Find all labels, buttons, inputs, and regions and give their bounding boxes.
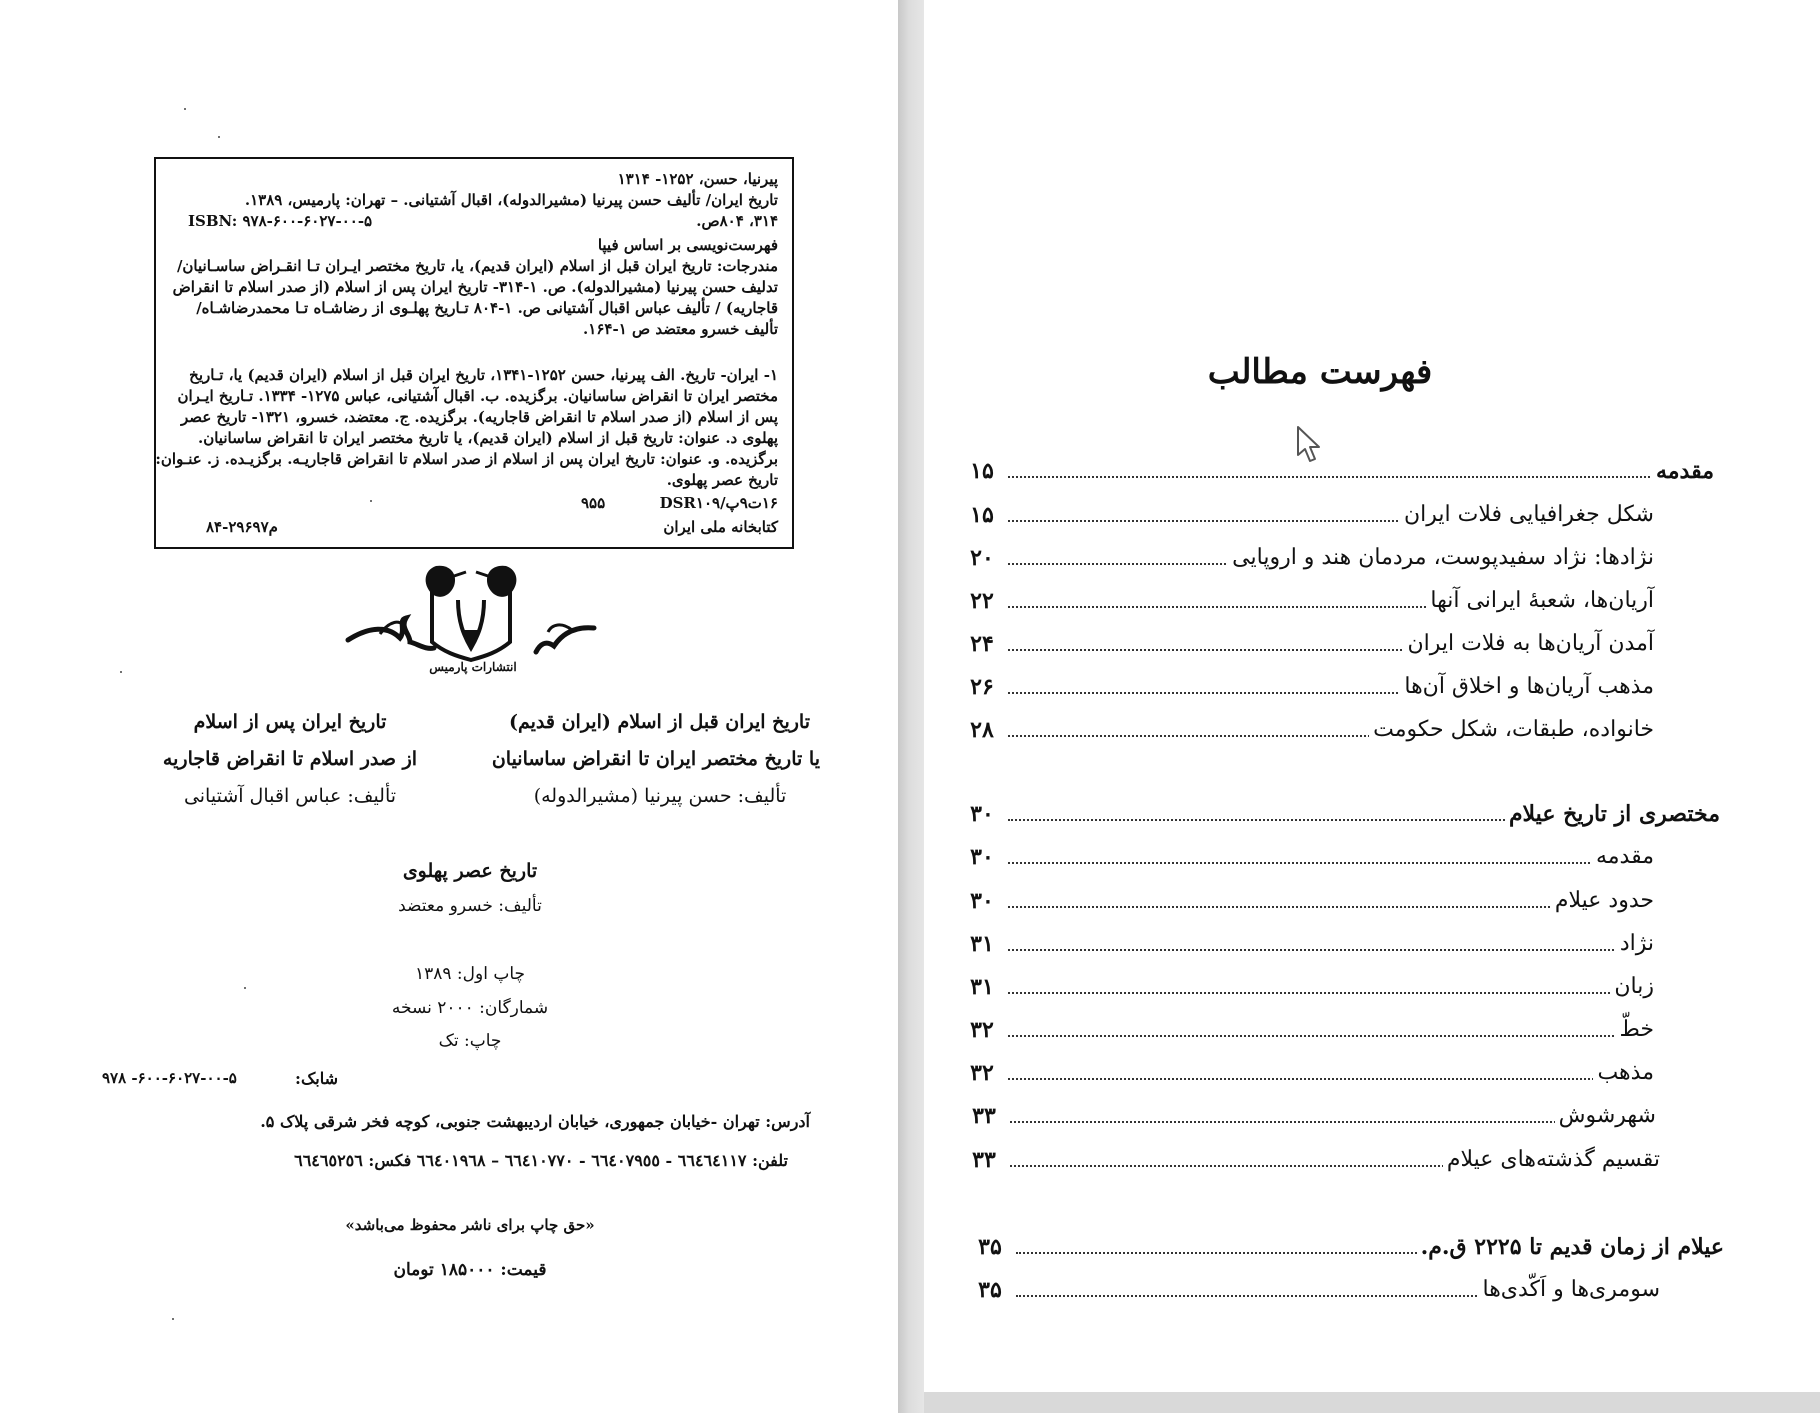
printer: چاپ: تک xyxy=(438,1031,502,1051)
cip-line: تألیف خسرو معتضد ص ۱-۱۶۴. xyxy=(583,320,778,338)
publisher-logo xyxy=(340,560,602,680)
toc-entry-page: ۲۶ xyxy=(970,674,994,700)
toc-entry xyxy=(962,929,1654,963)
book2-subtitle: از صدر اسلام تا انقراض قاجاریه xyxy=(162,748,418,770)
toc-entry-label: شکل جغرافیایی فلات ایران xyxy=(1400,500,1654,530)
book1-subtitle: یا تاریخ مختصر ایران تا انقراض ساسانیان xyxy=(491,748,820,770)
toc-entry-label: آمدن آریان‌ها به فلات ایران xyxy=(1403,629,1654,659)
address: آدرس: تهران -خیابان جمهوری، خیابان اردیبهشت جنوبی، کوچه فخر شرقی پلاک ۵. xyxy=(260,1112,810,1131)
scan-speck xyxy=(184,108,186,110)
toc-entry xyxy=(962,972,1654,1006)
cip-line: قاجاریه) / تألیف عباس اقبال آشتیانی ص. ۱-۸۰۴ تـاریخ پهلـوی از رضاشـاه تـا محمدرضاشـاه/ xyxy=(196,299,778,317)
toc-entry-page: ۳۵ xyxy=(978,1277,1002,1303)
shabak-value: ۹۷۸ -۶۰۰-۶۰۲۷-۰۰-۵ xyxy=(102,1069,237,1087)
toc-entry xyxy=(964,1101,1656,1135)
toc-entry-label: نژاد xyxy=(1616,929,1654,959)
copyright-notice: «حق چاپ برای ناشر محفوظ می‌باشد» xyxy=(345,1216,595,1234)
scan-speck xyxy=(120,671,122,673)
logo-caption: انتشارات پارمیس xyxy=(429,660,517,674)
toc-entry-label: خانواده، طبقات، شکل حکومت xyxy=(1369,715,1654,745)
toc-entry-label: مقدمه xyxy=(1652,456,1714,486)
book2-author: تألیف: عباس اقبال آشتیانی xyxy=(183,785,397,807)
toc-leader-dots xyxy=(1008,992,1654,994)
cip-line: تدلیف حسن پیرنیا (مشیرالدوله). ص. ۱-۳۱۴- تاریخ ایران پس از اسلام (از صدر اسلام تا انقراض xyxy=(172,278,778,296)
shabak-label: شابک: xyxy=(295,1069,338,1088)
toc-entry-page: ۲۴ xyxy=(970,631,994,657)
copies: شمارگان: ۲۰۰۰ نسخه xyxy=(391,998,549,1018)
toc-entry-page: ۳۳ xyxy=(972,1103,996,1129)
scan-speck xyxy=(244,987,246,989)
cip-line: پهلوی د. عنوان: تاریخ قبل از اسلام (ایران قدیم)، یا تاریخ مختصر ایران تا انقراض ساسانیان. xyxy=(197,429,778,447)
book1-author: تألیف: حسن پیرنیا (مشیرالدوله) xyxy=(533,785,787,807)
toc-entry-label: خطّ xyxy=(1616,1015,1654,1045)
toc-entry xyxy=(962,586,1654,620)
toc-leader-dots xyxy=(1008,476,1714,478)
toc-entry-label: شهرشوش xyxy=(1555,1101,1656,1131)
toc-entry-label: نژادها: نژاد سفیدپوست، مردمان هند و اروپایی xyxy=(1228,543,1654,573)
toc-entry xyxy=(962,886,1654,920)
cip-line: ۱- ایران- تاریخ. الف پیرنیا، حسن ۱۲۵۲-۱۳۴۱، تاریخ ایران قبل از اسلام (ایران قدیم) یا، تـاریخ xyxy=(189,366,778,384)
toc-entry-page: ۲۸ xyxy=(970,717,994,743)
cip-isbn: ISBN: ۹۷۸-۶۰۰-۶۰۲۷-۰۰-۵ xyxy=(188,212,373,230)
toc-entry-page: ۲۰ xyxy=(970,545,994,571)
toc-entry-page: ۱۵ xyxy=(970,502,994,528)
cip-line: فهرست‌نویسی بر اساس فیپا xyxy=(597,236,778,254)
toc-entry xyxy=(962,1015,1654,1049)
scan-speck xyxy=(218,136,220,138)
toc-entry xyxy=(962,799,1720,833)
toc-entry xyxy=(962,629,1654,663)
toc-entry xyxy=(962,456,1714,490)
toc-entry-page: ۲۲ xyxy=(970,588,994,614)
book3-title: تاریخ عصر پهلوی xyxy=(402,860,538,882)
toc-entry-page: ۳۳ xyxy=(972,1147,996,1173)
toc-entry-page: ۳۰ xyxy=(970,888,994,914)
cip-line: ۳۱۴، ۸۰۴ص. xyxy=(696,212,778,230)
toc-title: فهرست مطالب xyxy=(1207,352,1433,392)
toc-entry-label: تقسیم گذشته‌های عیلام xyxy=(1443,1145,1660,1175)
left-page xyxy=(0,0,898,1413)
toc-entry xyxy=(964,1145,1660,1179)
toc-leader-dots xyxy=(1008,862,1654,864)
toc-entry xyxy=(962,715,1654,749)
cip-line: تاریخ عصر پهلوی. xyxy=(666,471,778,489)
cip-line: تاریخ ایران/ تألیف حسن پیرنیا (مشیرالدوله)، اقبال آشتیانی. – تهران: پارمیس، ۱۳۸۹. xyxy=(244,191,778,209)
toc-leader-dots xyxy=(1008,1035,1654,1037)
toc-entry xyxy=(962,1058,1654,1092)
toc-entry-label: مذهب آریان‌ها و اخلاق آن‌ها xyxy=(1400,672,1654,702)
page-bottom-shadow xyxy=(924,1392,1820,1413)
toc-entry-label: مختصری از تاریخ عیلام xyxy=(1505,799,1720,829)
toc-entry-label: مذهب xyxy=(1593,1058,1654,1088)
toc-entry xyxy=(962,842,1654,876)
toc-entry-page: ۱۵ xyxy=(970,458,994,484)
cip-library: کتابخانه ملی ایران xyxy=(663,518,778,536)
toc-entry xyxy=(970,1232,1724,1266)
book3-author: تألیف: خسرو معتضد xyxy=(398,896,542,916)
edition: چاپ اول: ۱۳۸۹ xyxy=(414,964,526,984)
book2-title: تاریخ ایران پس از اسلام xyxy=(193,711,387,733)
toc-leader-dots xyxy=(1008,949,1654,951)
book1-title: تاریخ ایران قبل از اسلام (ایران قدیم) xyxy=(509,711,810,733)
cip-line: برگزیده. و. عنوان: تاریخ ایران پس از اسلام از صدر اسلام تا انقراض قاجاریـه. برگزیـده. ز. عنـوان: xyxy=(155,450,778,468)
toc-entry-label: آریان‌ها، شعبهٔ ایرانی آنها xyxy=(1426,586,1654,616)
scan-speck xyxy=(172,1318,174,1320)
toc-entry-page: ۳۲ xyxy=(970,1060,994,1086)
mouse-cursor-icon xyxy=(1296,425,1322,465)
cip-line: پس از اسلام (از صدر اسلام تا انقراض قاجاریه). برگزیده. ج. معتضد، خسرو، ۱۳۲۱- تاریخ عصر xyxy=(181,408,778,426)
toc-entry xyxy=(962,500,1654,534)
price: قیمت: ۱۸۵۰۰۰ تومان xyxy=(393,1260,547,1280)
toc-entry-label: عیلام از زمان قدیم تا ۲۲۲۵ ق.م. xyxy=(1417,1232,1724,1262)
toc-entry-page: ۳۰ xyxy=(970,844,994,870)
toc-entry-page: ۳۱ xyxy=(970,974,994,1000)
cip-line: مختصر ایران تا انقراض ساسانیان. برگزیده. ب. اقبال آشتیانی، عباس ۱۲۷۵- ۱۳۳۴. تـاریخ ایـران xyxy=(177,387,778,405)
toc-entry-page: ۳۰ xyxy=(970,801,994,827)
cip-line: مندرجات: تاریخ ایران قبل از اسلام (ایران قدیم)، یا، تاریخ مختصر ایـران تـا انقـراض ساسـانیان/ xyxy=(176,257,778,275)
toc-entry-label: سومری‌ها و اَکّدی‌ها xyxy=(1478,1275,1660,1305)
cip-call-number: ۱۶ت۹پ/DSR۱۰۹ xyxy=(659,494,778,512)
cip-line: پیرنیا، حسن، ۱۲۵۲- ۱۳۱۴ xyxy=(617,170,778,188)
toc-leader-dots xyxy=(1008,1078,1654,1080)
toc-entry-page: ۳۲ xyxy=(970,1017,994,1043)
toc-entry-page: ۳۵ xyxy=(978,1234,1002,1260)
scan-speck xyxy=(370,500,372,502)
cataloging-in-publication-box xyxy=(154,157,794,549)
toc-entry-label: حدود عیلام xyxy=(1551,886,1654,916)
cip-class-number: ۹۵۵ xyxy=(581,494,606,512)
phone: تلفن: ٦٦٤٦٤١١٧ - ٦٦٤٠٧٩٥٥ - ٦٦٤١٠٧٧٠ – ٦٦٤٠١٩٦٨ فکس: ٦٦٤٦٥٢٥٦ xyxy=(294,1151,788,1170)
toc-entry-label: مقدمه xyxy=(1592,842,1654,872)
toc-entry-label: زبان xyxy=(1610,972,1654,1002)
cip-record-number: ۸۴-۲۹۶۹۷م xyxy=(206,518,278,536)
toc-entry xyxy=(962,543,1654,577)
toc-entry xyxy=(970,1275,1660,1309)
book-gutter xyxy=(898,0,924,1413)
toc-entry xyxy=(962,672,1654,706)
toc-entry-page: ۳۱ xyxy=(970,931,994,957)
